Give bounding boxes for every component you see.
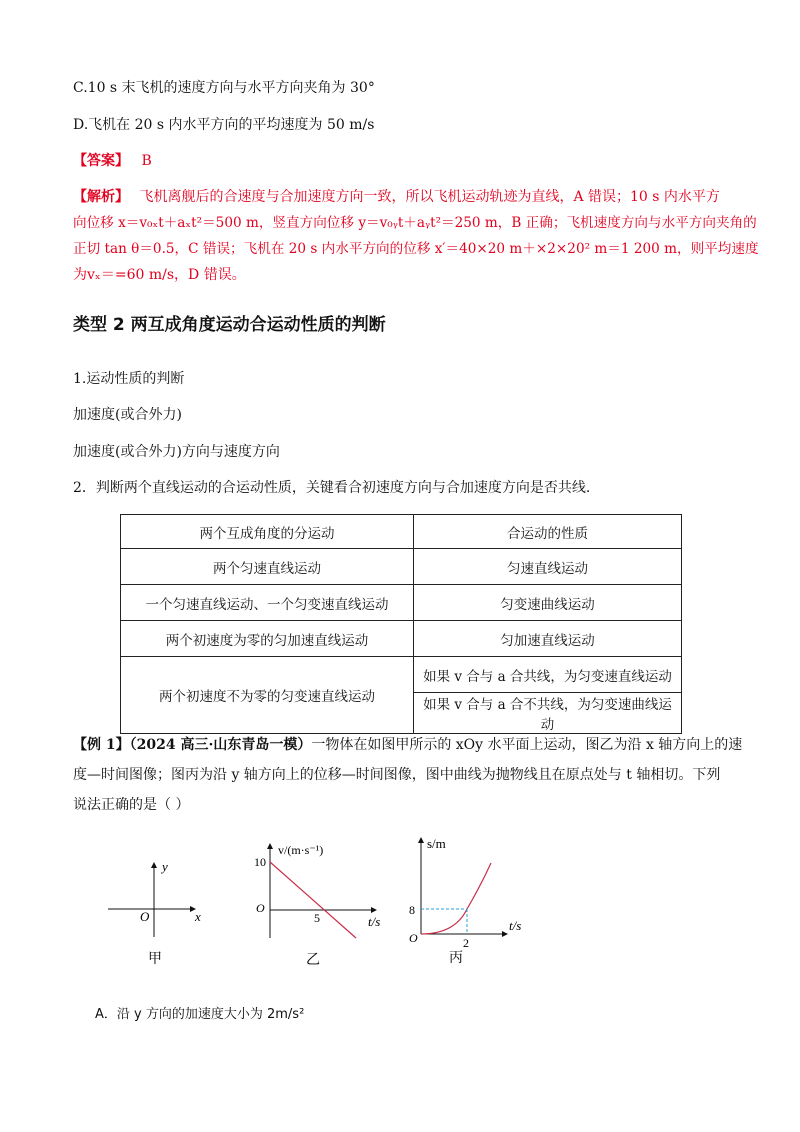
table-cell: 两个初速度不为零的匀变速直线运动 — [121, 657, 414, 734]
figure-bing — [395, 830, 535, 970]
table-cell: 匀加速直线运动 — [414, 621, 682, 657]
table-cell: 如果 v 合与 a 合不共线，为匀变速曲线运动 — [414, 693, 682, 734]
point-4: 2．判断两个直线运动的合运动性质，关键看合初速度方向与合加速度方向是否共线. — [73, 480, 591, 496]
x-tick-5: 5 — [314, 911, 320, 925]
section-title: 类型 2 两互成角度运动合运动性质的判断 — [73, 315, 386, 335]
example-text-1: 一物体在如图甲所示的 xOy 水平面上运动，图乙为沿 x 轴方向上的速 — [311, 737, 743, 753]
analysis-text-1: 飞机离舰后的合速度与合加速度方向一致，所以飞机运动轨迹为直线，A 错误；10 s 内水平方 — [139, 189, 720, 205]
x-tick-2: 2 — [463, 936, 469, 950]
motion-nature-table — [120, 514, 682, 734]
example-line-3: 说法正确的是（ ） — [73, 797, 190, 813]
table-cell: 匀变速曲线运动 — [414, 585, 682, 621]
x-axis-label: x — [195, 909, 201, 924]
option-d: D.飞机在 20 s 内水平方向的平均速度为 50 m/s — [73, 117, 375, 133]
analysis-line-3: 正切 tan θ＝0.5，C 错误；飞机在 20 s 内水平方向的位移 x′＝40×20 m＋×2×20² m＝1 200 m，则平均速度 — [73, 241, 759, 257]
y-tick-10: 10 — [254, 855, 266, 869]
analysis-tag: 【解析】 — [73, 189, 129, 205]
table-row — [121, 657, 682, 693]
table-cell: 匀速直线运动 — [414, 549, 682, 585]
option-a: A．沿 y 方向的加速度大小为 2m/s² — [95, 1007, 305, 1022]
analysis-line-1 — [73, 187, 720, 207]
origin-label: O — [409, 931, 418, 945]
y-tick-8: 8 — [409, 903, 415, 917]
origin-label: O — [140, 909, 150, 924]
answer-line — [73, 151, 152, 171]
answer-value: B — [141, 153, 152, 169]
point-2: 加速度(或合外力) — [73, 407, 182, 423]
displacement-curve-upper — [467, 863, 491, 909]
example-line-1 — [73, 735, 742, 755]
velocity-line — [270, 862, 356, 938]
analysis-line-2: 向位移 x＝v₀ₓt＋aₓt²＝500 m，竖直方向位移 y＝v₀ᵧt＋aᵧt²＝250 m，B 正确；飞机速度方向与水平方向夹角的 — [73, 215, 757, 231]
figure-jia — [100, 855, 220, 970]
table-cell: 如果 v 合与 a 合共线，为匀变速直线运动 — [414, 657, 682, 693]
answer-tag: 【答案】 — [73, 153, 129, 169]
table-cell: 一个匀速直线运动、一个匀变速直线运动 — [121, 585, 414, 621]
table-cell: 两个匀速直线运动 — [121, 549, 414, 585]
t-axis-label: t/s — [368, 914, 381, 929]
table-header-cell: 合运动的性质 — [414, 515, 682, 549]
point-1: 1.运动性质的判断 — [73, 371, 185, 387]
example-tag: 【例 1】（2024 高三·山东青岛一模） — [73, 737, 312, 753]
displacement-curve — [421, 909, 467, 934]
table-header-cell: 两个互成角度的分运动 — [121, 515, 414, 549]
y-axis-label: y — [162, 859, 168, 874]
origin-label: O — [256, 901, 265, 915]
table-header-row — [121, 515, 682, 549]
table-row — [121, 549, 682, 585]
figure-caption: 乙 — [306, 952, 320, 968]
t-axis-label: t/s — [509, 918, 522, 933]
table-cell: 两个初速度为零的匀加速直线运动 — [121, 621, 414, 657]
v-axis-label: v/(m·s⁻¹) — [278, 843, 324, 857]
figure-yi — [248, 838, 398, 973]
option-c: C.10 s 末飞机的速度方向与水平方向夹角为 30° — [73, 80, 375, 96]
table-row — [121, 621, 682, 657]
figure-caption: 丙 — [449, 950, 463, 966]
figure-caption: 甲 — [148, 951, 162, 967]
point-3: 加速度(或合外力)方向与速度方向 — [73, 444, 280, 460]
table-row — [121, 585, 682, 621]
example-line-2: 度—时间图像；图丙为沿 y 轴方向上的位移—时间图像，图中曲线为抛物线且在原点处与 t 轴相切。下列 — [73, 767, 721, 783]
analysis-line-4: 为vₓ＝=60 m/s，D 错误。 — [73, 267, 246, 283]
s-axis-label: s/m — [427, 836, 446, 851]
